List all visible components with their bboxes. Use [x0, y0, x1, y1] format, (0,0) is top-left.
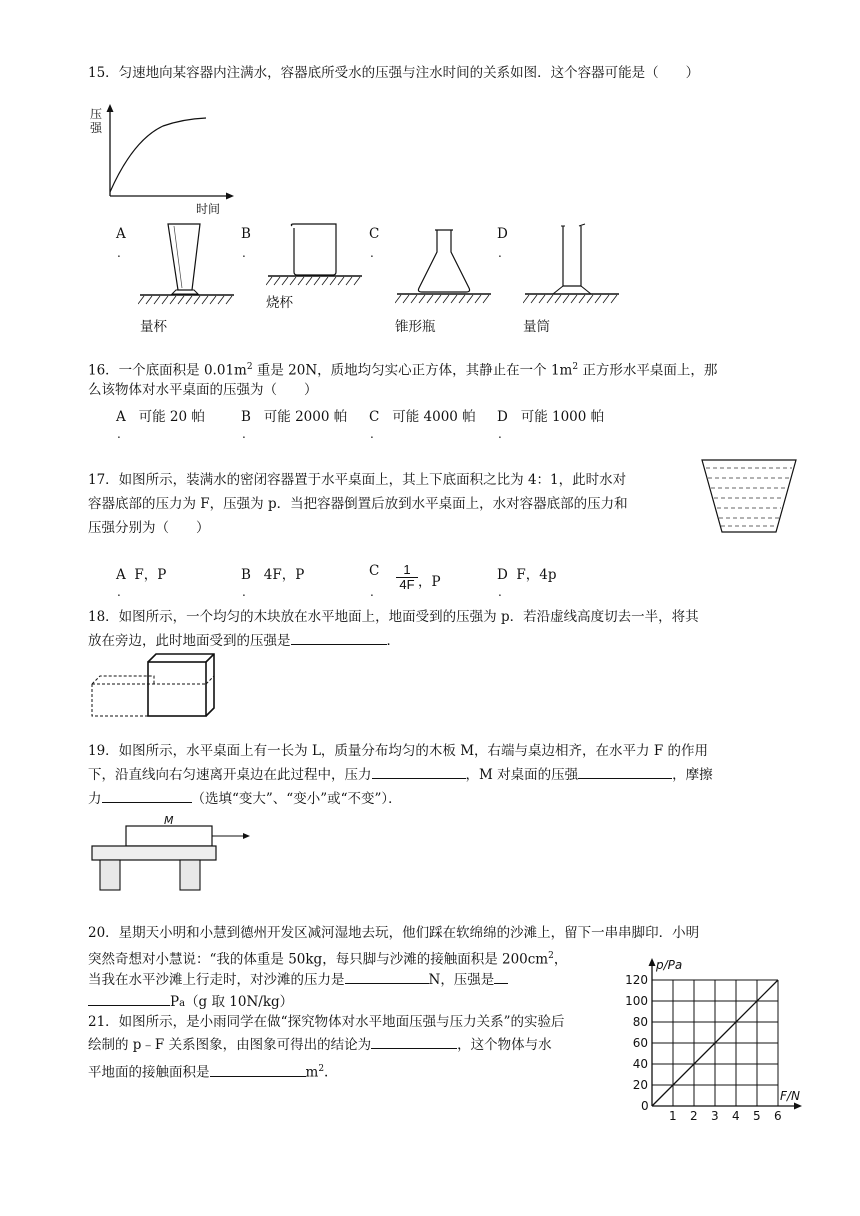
q16-line1-b: 重是 20N，质地均匀实心正方体，其静止在一个 1m [252, 362, 573, 379]
q16-option-a-dot: . [117, 427, 121, 441]
y-axis-label: p/Pa [656, 958, 683, 972]
q15-option-c-name: 锥形瓶 [395, 319, 436, 335]
q17-line2: 容器底部的压力为 F，压强为 p．当把容器倒置后放到水平桌面上，水对容器底部的压力和 [88, 496, 628, 512]
q15-option-c-letter: C [369, 226, 380, 242]
q20-line3 [88, 969, 508, 991]
q16-option-d-text: 可能 1000 帕 [520, 409, 605, 425]
q17-option-a [116, 563, 166, 583]
q19-line2 [88, 764, 713, 786]
conical-flask-icon [395, 220, 495, 308]
q16-option-c [369, 405, 476, 425]
q16-option-c-dot: . [370, 427, 374, 441]
x-tick-label: 3 [711, 1109, 719, 1123]
q16-option-b-text: 可能 2000 帕 [263, 409, 348, 425]
q17-option-a-letter: A [116, 567, 126, 583]
y-axis-arrow [649, 958, 656, 966]
q20-unit-sub: a [179, 998, 186, 1009]
q19-label-m: M [164, 816, 174, 827]
q16-option-d-letter: D [497, 409, 508, 425]
q20-line2 [88, 945, 567, 971]
q21-line1: 21．如图所示，是小雨同学在做“探究物体对水平地面压强与压力关系”的实验后 [88, 1014, 565, 1030]
q16-option-c-letter: C [369, 409, 380, 425]
q20-unit: P [170, 994, 180, 1010]
q15-option-d-dot: . [498, 246, 502, 260]
q17-fraction-denominator: 4F [399, 577, 415, 592]
q15-option-a-letter: A [116, 226, 126, 242]
q21-line3-c: . [324, 1064, 329, 1081]
q15-option-b-name: 烧杯 [266, 295, 293, 311]
q17-option-c-letter: C [369, 563, 380, 579]
q17-line3: 压强分别为（ ） [88, 520, 210, 536]
q16-line1 [88, 356, 717, 382]
x-axis-arrow [794, 1103, 802, 1110]
y-tick-label: 60 [632, 1036, 648, 1050]
q19-line2-b: ，M 对桌面的压强 [465, 767, 579, 783]
q16-option-b-letter: B [241, 409, 251, 425]
q16-option-b-dot: . [242, 427, 246, 441]
q17-option-c-dot: . [370, 585, 374, 599]
q21-sup: 2 [318, 1064, 325, 1074]
q21-conclusion-blank[interactable] [371, 1034, 457, 1049]
q16-option-b [241, 405, 347, 425]
q21-line3-b: m [305, 1064, 319, 1081]
q15-option-b-letter: B [241, 226, 251, 242]
q15-pressure-time-graph [88, 100, 248, 218]
beaker-icon [266, 220, 366, 290]
q19-line1: 19．如图所示，水平桌面上有一长为 L，质量分布均匀的木板 M，右端与桌边相齐，在水平力 F 的作用 [88, 743, 708, 759]
q17-option-d-text: F，4p [516, 567, 557, 583]
q16-line1-a: 16．一个底面积是 0.01m [88, 362, 247, 379]
x-tick-label: 5 [753, 1109, 761, 1123]
q17-option-b-dot: . [242, 585, 246, 599]
q17-option-c-tail: ，P [418, 574, 441, 590]
measuring-cup-icon [138, 220, 238, 308]
q19-friction-blank[interactable] [102, 788, 192, 803]
q21-pressure-force-chart [618, 950, 814, 1126]
q17-option-b-text: 4F，P [263, 567, 305, 583]
q21-line3-a: 平地面的接触面积是 [88, 1064, 210, 1081]
q15-option-a-name: 量杯 [140, 319, 167, 335]
q15-option-b-dot: . [242, 246, 246, 260]
q18-line2-end: ． [386, 633, 400, 649]
q17-option-b [241, 563, 304, 583]
q20-line2-b: ， [553, 951, 568, 968]
x-axis-label: F/N [780, 1089, 800, 1103]
q19-line3 [88, 788, 402, 810]
q16-sup-2: 2 [572, 362, 579, 372]
q20-pressure-blank-part1[interactable] [494, 969, 508, 984]
q20-pressure-blank-part2[interactable] [88, 991, 170, 1006]
q15-text: 15．匀速地向某容器内注满水，容器底所受水的压强与注水时间的关系如图．这个容器可能是（ ） [88, 65, 700, 81]
q18-answer-blank[interactable] [291, 630, 387, 645]
q21-line3 [88, 1058, 328, 1084]
q17-option-a-dot: . [117, 585, 121, 599]
q17-option-c-fraction [396, 563, 418, 592]
q15-graph-xlabel: 时间 [196, 202, 221, 216]
x-tick-label: 2 [690, 1109, 698, 1123]
q19-table-board-diagram [88, 816, 258, 894]
q16-option-a-letter: A [116, 409, 126, 425]
q20-line4-b: （g 取 10N/kg） [185, 994, 294, 1010]
q16-option-c-text: 可能 4000 帕 [392, 409, 476, 425]
q15-graph-ylabel-1: 压 [90, 107, 103, 121]
q19-line2-a: 下，沿直线向右匀速离开桌边在此过程中，压力 [88, 767, 372, 783]
y-tick-label: 120 [625, 973, 648, 987]
q17-line1: 17．如图所示，装满水的密闭容器置于水平桌面上，其上下底面积之比为 4：1，此时水对 [88, 472, 627, 488]
q18-line1: 18．如图所示，一个均匀的木块放在水平地面上，地面受到的压强为 p．若沿虚线高度切去一半，将其 [88, 609, 699, 625]
q16-line1-c: 正方形水平桌面上，那 [578, 362, 718, 379]
q17-option-a-text: F，P [134, 567, 167, 583]
q16-option-d [497, 405, 604, 425]
q21-line2-a: 绘制的 p﹣F 关系图象，由图象可得出的结论为 [88, 1037, 372, 1053]
q19-line2-c: ，摩擦 [672, 767, 713, 783]
q19-line3-b: （选填“变大”、“变小”或“不变”）． [191, 791, 402, 807]
x-tick-label: 6 [774, 1109, 782, 1123]
y-tick-label: 40 [632, 1057, 648, 1071]
q16-option-d-dot: . [498, 427, 502, 441]
q20-force-blank[interactable] [345, 969, 429, 984]
y-tick-label: 100 [625, 994, 648, 1008]
x-tick-label: 0 [641, 1099, 649, 1113]
y-tick-label: 80 [632, 1015, 648, 1029]
q16-line2: 么该物体对水平桌面的压强为（ ） [88, 382, 318, 398]
q19-pressure-blank[interactable] [578, 764, 672, 779]
q19-pressure-force-blank[interactable] [372, 764, 466, 779]
q16-option-a-text: 可能 20 帕 [138, 409, 205, 425]
q18-line2-text: 放在旁边，此时地面受到的压强是 [88, 633, 291, 649]
x-tick-label: 4 [732, 1109, 740, 1123]
q17-option-d-letter: D [497, 567, 508, 583]
q20-line2-a: 突然奇想对小慧说：“我的体重是 50kg，每只脚与沙滩的接触面积是 200cm [88, 951, 549, 968]
q20-line3-b: N，压强是 [428, 972, 495, 988]
q20-line3-a: 当我在水平沙滩上行走时，对沙滩的压力是 [88, 972, 345, 988]
q19-line3-a: 力 [88, 791, 102, 807]
chart-ticks [625, 958, 800, 1123]
q15-option-d-name: 量筒 [523, 319, 550, 335]
q16-sup-1: 2 [246, 362, 253, 372]
q21-line2-b: ，这个物体与水 [457, 1037, 552, 1053]
q15-option-d-letter: D [497, 226, 508, 242]
q17-option-d-dot: . [498, 585, 502, 599]
q15-graph-ylabel-2: 强 [90, 121, 103, 135]
graduated-cylinder-icon [523, 220, 623, 308]
q15-option-a-dot: . [117, 246, 121, 260]
q17-fraction-numerator: 1 [403, 562, 411, 577]
q20-line1: 20．星期天小明和小慧到德州开发区减河湿地去玩，他们踩在软绵绵的沙滩上，留下一串串脚印．小明 [88, 925, 700, 941]
q17-container-diagram [700, 456, 800, 536]
q21-line2 [88, 1034, 552, 1056]
q21-area-blank[interactable] [210, 1062, 306, 1077]
x-tick-label: 1 [669, 1109, 677, 1123]
q17-option-d [497, 563, 557, 583]
y-tick-label: 20 [632, 1078, 648, 1092]
q17-option-b-letter: B [241, 567, 251, 583]
q20-sup: 2 [548, 951, 554, 961]
q18-block-diagram [88, 648, 218, 720]
q16-option-a [116, 405, 205, 425]
q15-option-c-dot: . [370, 246, 374, 260]
